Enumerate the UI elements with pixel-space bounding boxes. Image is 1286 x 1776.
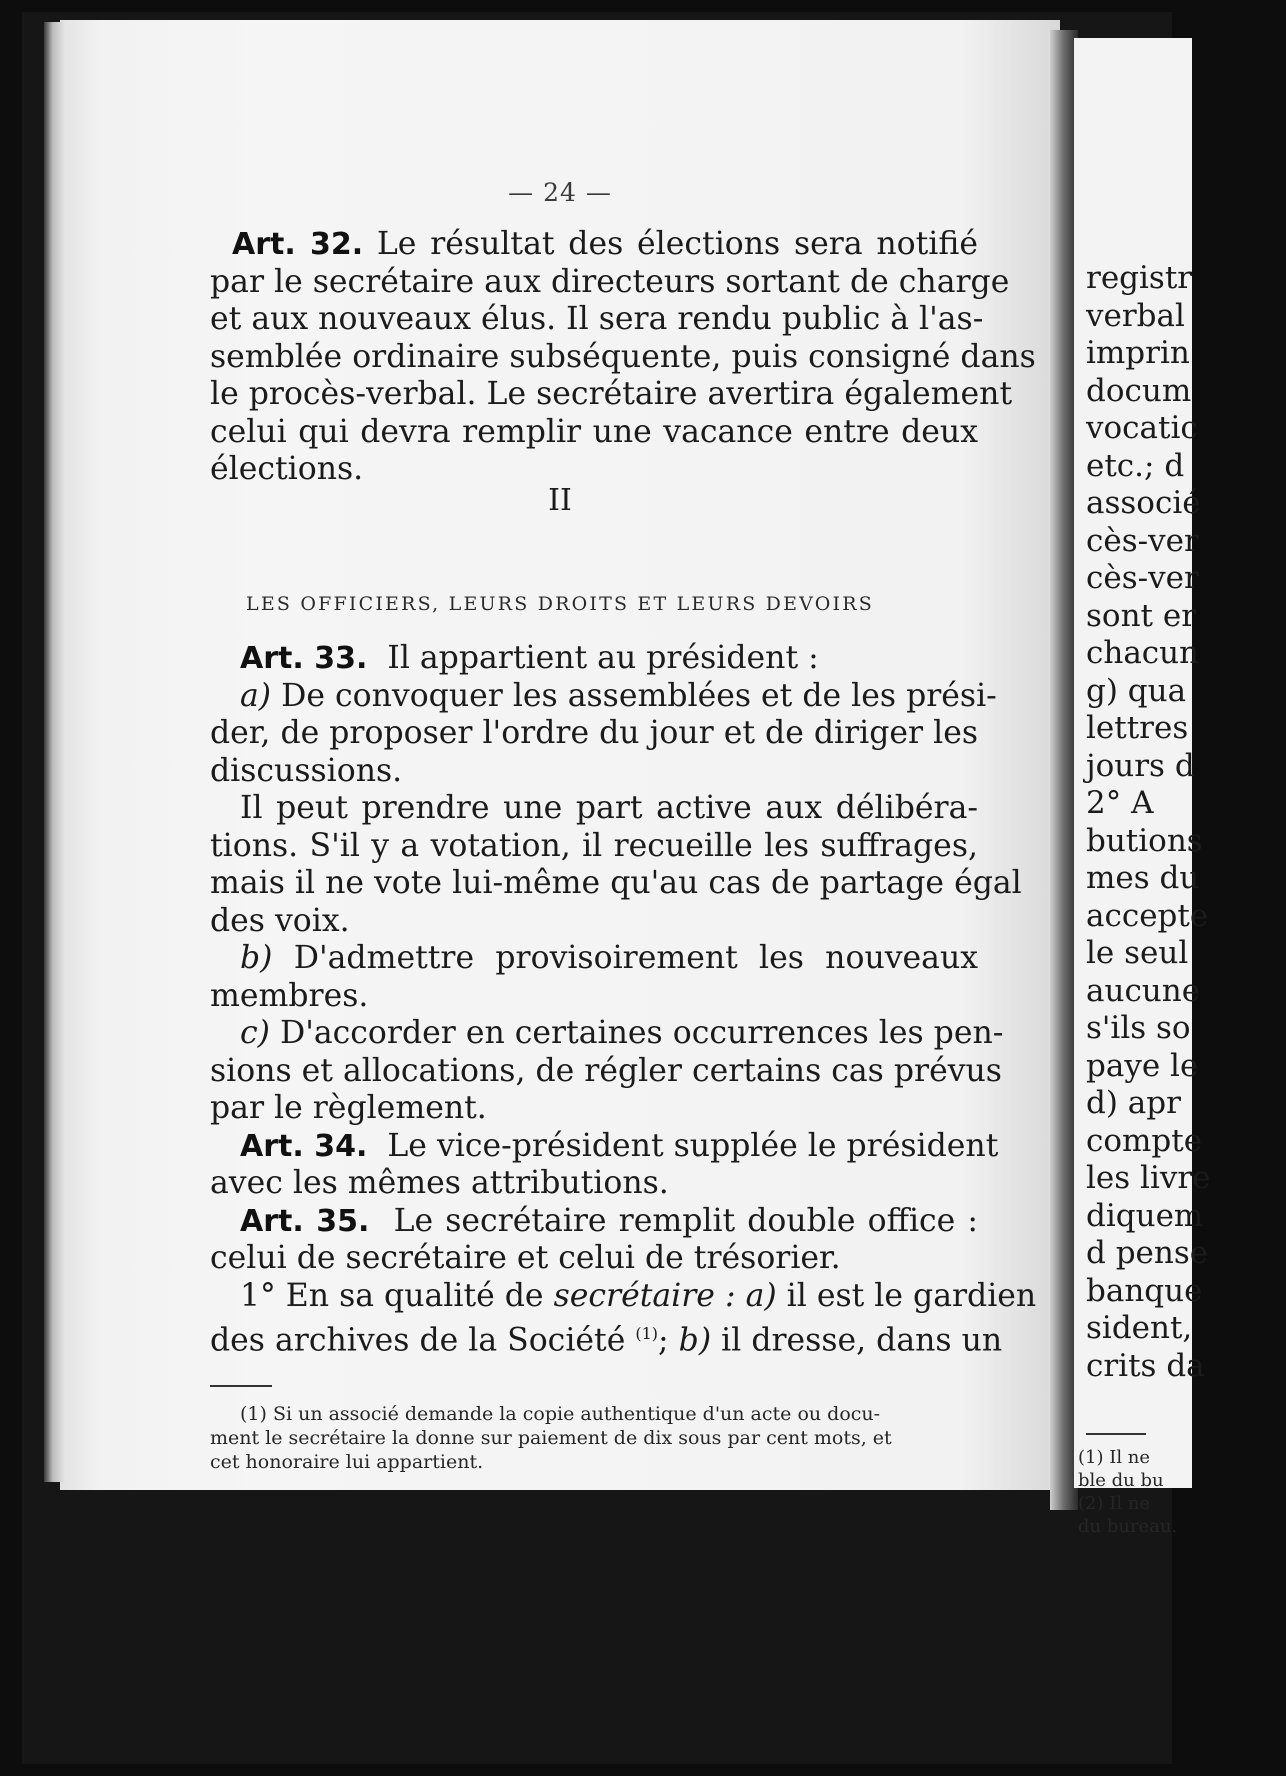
text-line: sions et allocations, de régler certains cas prévus (210, 1052, 1002, 1089)
text-line: par le secrétaire aux directeurs sortant de charge (210, 263, 1010, 300)
text-line: Le résultat des élections sera notifié (376, 226, 978, 262)
right-page-line: imprin (1086, 335, 1190, 371)
text-line: De convoquer les assemblées et de les prési- (281, 677, 997, 714)
text-fragment: ; (658, 1322, 669, 1359)
right-page-line: d pense (1086, 1235, 1209, 1271)
text-line (210, 1015, 1004, 1053)
right-page-line: banque (1086, 1272, 1203, 1309)
right-page-line: chacun (1086, 635, 1200, 671)
text-line: Le secrétaire remplit double office : (393, 1202, 979, 1239)
text-line: et aux nouveaux élus. Il sera rendu public à l'as- (210, 301, 984, 337)
text-line: celui de secrétaire et celui de trésorier. (210, 1240, 841, 1276)
text-fragment: il est le gardien (786, 1277, 1037, 1314)
right-page-line: 2° A (1086, 785, 1154, 821)
text-line (210, 640, 978, 678)
right-page-line: g) qua (1086, 672, 1187, 709)
footnote-rule (210, 1385, 272, 1387)
italic-fragment: b) (678, 1322, 712, 1359)
right-page-line: mes du (1086, 860, 1200, 896)
text-line (210, 1315, 1003, 1359)
page-number: — 24 — (508, 178, 612, 207)
footnote-line: cet honoraire lui appartient. (210, 1451, 484, 1473)
right-page-line: compte (1086, 1122, 1203, 1159)
right-page-line: vocatic (1086, 410, 1198, 446)
right-page-line: lettres (1086, 710, 1189, 746)
text-line (210, 1277, 1037, 1316)
text-line: membres. (210, 977, 369, 1014)
footnote-line: ment le secrétaire la donne sur paiement de dix sous par cent mots, et (210, 1427, 892, 1449)
right-page-line: crits da (1086, 1347, 1205, 1384)
text-line: par le règlement. (210, 1090, 487, 1126)
text-line (210, 1203, 978, 1241)
text-line: D'accorder en certaines occurrences les pen- (279, 1015, 1004, 1051)
article-label: Art. 32. (232, 227, 364, 262)
art-33-block (210, 640, 1037, 1359)
right-page-line: verbal (1086, 297, 1185, 334)
right-page-line: accepte (1086, 897, 1209, 934)
list-marker: a) (240, 677, 272, 714)
text-line: Il peut prendre une part active aux délibéra- (240, 790, 978, 826)
right-page-line: butions (1086, 822, 1203, 859)
article-label: Art. 35. (240, 1203, 370, 1239)
right-page-line: le seul (1086, 935, 1189, 971)
right-page-line: associé (1086, 485, 1201, 521)
right-page-line: cès-ver (1086, 560, 1199, 596)
right-page-text (1086, 260, 1286, 1385)
list-marker: c) (240, 1015, 270, 1051)
right-page-line: les livre (1086, 1160, 1211, 1196)
text-line (210, 677, 997, 716)
right-page-line: paye le (1086, 1047, 1199, 1084)
italic-fragment: secrétaire : a) (553, 1277, 777, 1314)
text-line: Il appartient au président : (387, 640, 819, 676)
right-page-footnote-line: du bureau. (1078, 1516, 1178, 1537)
right-page-line: sident, (1086, 1310, 1193, 1346)
right-page-line: d) apr (1086, 1085, 1181, 1121)
right-page-line: diquem (1086, 1197, 1204, 1234)
footnote-line: (1) Si un associé demande la copie authentique d'un acte ou docu- (240, 1403, 881, 1425)
text-line (210, 226, 978, 264)
text-fragment: 1° En sa qualité de (240, 1277, 544, 1314)
text-line: des voix. (210, 902, 350, 939)
text-line: celui qui devra remplir une vacance entre deux (210, 413, 978, 450)
list-marker: b) (240, 940, 273, 976)
footnote-ref: (1) (635, 1324, 659, 1343)
section-heading: LES OFFICIERS, LEURS DROITS ET LEURS DEVOIRS (246, 593, 874, 615)
text-line: discussions. (210, 752, 403, 789)
text-line: élections. (210, 451, 364, 487)
text-line: le procès-verbal. Le secrétaire avertira également (210, 376, 1013, 412)
right-page-line: s'ils so (1086, 1010, 1191, 1046)
text-line: Le vice-président supplée le président (387, 1127, 999, 1164)
text-fragment: il dresse, dans un (721, 1322, 1003, 1359)
right-page-footnote-line: (1) Il ne (1078, 1447, 1151, 1468)
right-page-line: cès-ver (1086, 522, 1199, 559)
right-page-line: jours d (1086, 747, 1195, 784)
article-label: Art. 33. (240, 641, 368, 676)
art-32-block (210, 226, 1036, 489)
right-page-footnote-line: (2) Il ne (1078, 1493, 1151, 1514)
text-line: der, de proposer l'ordre du jour et de diriger les (210, 715, 978, 751)
text-line: mais il ne vote lui-même qu'au cas de partage égal (210, 865, 1022, 901)
right-page (1074, 38, 1211, 1537)
left-page (60, 20, 1060, 1490)
right-page-line: docum (1086, 372, 1192, 409)
section-numeral: II (548, 483, 572, 518)
text-line: semblée ordinaire subséquente, puis consigné dans (210, 338, 1036, 375)
right-page-line: etc.; d (1086, 447, 1185, 484)
right-page-footnotes (1078, 1446, 1278, 1538)
right-page-footnote-line: ble du bu (1078, 1470, 1164, 1491)
text-line: avec les mêmes attributions. (210, 1165, 669, 1201)
footnote-rule (1086, 1433, 1146, 1435)
text-line: D'admettre provisoirement les nouveaux (293, 940, 978, 976)
text-fragment: des archives de la Société (210, 1322, 626, 1359)
footnotes (210, 1402, 1010, 1474)
article-label: Art. 34. (240, 1128, 368, 1164)
right-page-line: aucune (1086, 972, 1201, 1009)
text-line (210, 1127, 999, 1166)
right-page-line: sont er (1086, 597, 1197, 634)
text-line (210, 940, 978, 978)
text-line: tions. S'il y a votation, il recueille les suffrages, (210, 827, 978, 864)
right-page-line: registr (1086, 260, 1193, 296)
page-edge (44, 22, 66, 1482)
